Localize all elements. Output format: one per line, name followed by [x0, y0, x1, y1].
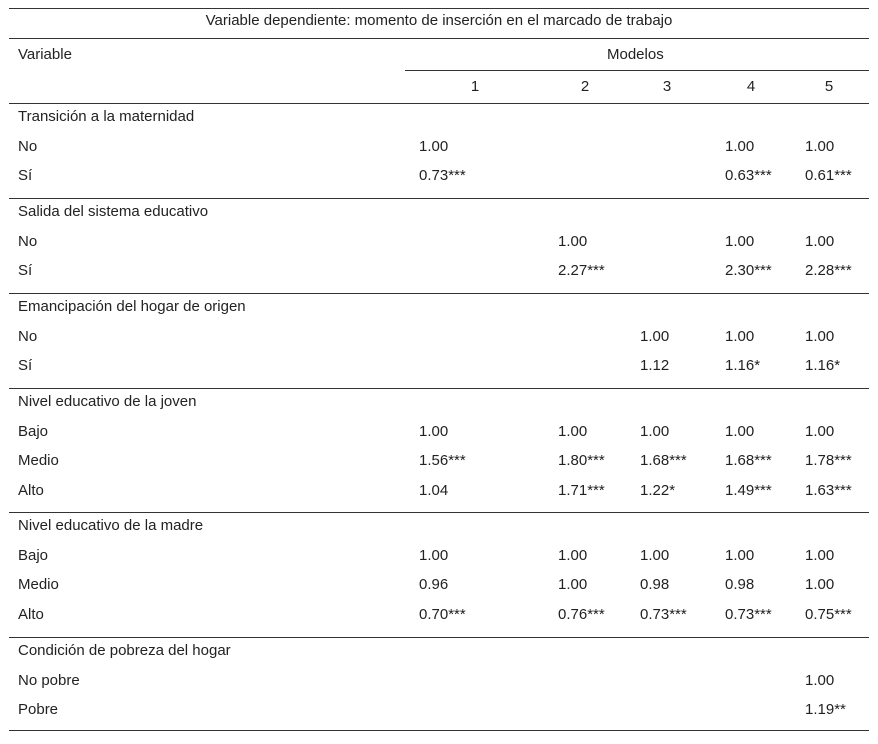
table-title: Variable dependiente: momento de inserción en el marcado de trabajo: [205, 12, 673, 29]
table-cell-model-3: 1.00: [640, 546, 670, 564]
models-header-rule: [405, 70, 869, 71]
table-cell-model-4: 1.00: [725, 546, 755, 564]
section-label: Transición a la maternidad: [18, 108, 195, 125]
table-cell-model-5: 1.00: [805, 576, 835, 593]
table-cell-model-1: 1.00: [419, 137, 449, 155]
table-cell-model-2: 1.00: [558, 232, 588, 250]
table-cell-model-2: 1.80***: [558, 452, 605, 469]
table-cell-model-1: 1.00: [419, 422, 449, 440]
header-rule: [9, 103, 869, 104]
table-cell-model-5: 1.19**: [805, 701, 846, 718]
section-label: Salida del sistema educativo: [18, 203, 209, 220]
table-cell-model-4: 0.73***: [725, 605, 772, 623]
row-label: Bajo: [18, 422, 49, 440]
table-cell-model-4: 1.00: [725, 422, 755, 440]
section-label: Nivel educativo de la joven: [18, 393, 197, 410]
section-rule: [9, 198, 869, 199]
table-cell-model-4: 1.00: [725, 137, 755, 155]
row-label: Sí: [18, 167, 33, 184]
model-number-5: 5: [824, 78, 834, 95]
table-cell-model-5: 1.00: [805, 137, 835, 155]
section-rule: [9, 388, 869, 389]
table-cell-model-5: 1.00: [805, 422, 835, 440]
table-cell-model-5: 1.00: [805, 546, 835, 564]
table-cell-model-2: 2.27***: [558, 262, 605, 279]
row-label: Medio: [18, 452, 59, 469]
table-cell-model-2: 1.00: [558, 576, 588, 593]
table-cell-model-1: 1.00: [419, 546, 449, 564]
table-cell-model-2: 1.00: [558, 546, 588, 564]
table-cell-model-1: 0.70***: [419, 605, 466, 623]
table-cell-model-1: 0.96: [419, 576, 449, 593]
table-cell-model-4: 1.00: [725, 327, 755, 345]
table-cell-model-5: 2.28***: [805, 262, 852, 279]
table-cell-model-1: 1.56***: [419, 452, 466, 469]
table-cell-model-4: 0.98: [725, 576, 755, 593]
table-cell-model-3: 0.73***: [640, 605, 687, 623]
table-cell-model-3: 0.98: [640, 576, 670, 593]
section-rule: [9, 293, 869, 294]
table-cell-model-4: 0.63***: [725, 167, 772, 184]
model-number-1: 1: [470, 78, 480, 95]
row-label: Bajo: [18, 546, 49, 564]
table-cell-model-2: 1.00: [558, 422, 588, 440]
table-cell-model-4: 1.00: [725, 232, 755, 250]
models-header: Modelos: [607, 46, 664, 63]
section-label: Nivel educativo de la madre: [18, 517, 204, 534]
table-cell-model-5: 1.00: [805, 327, 835, 345]
section-rule: [9, 512, 869, 513]
row-label: No: [18, 137, 38, 155]
table-cell-model-3: 1.00: [640, 422, 670, 440]
row-label: Pobre: [18, 701, 59, 718]
row-label: Alto: [18, 605, 44, 623]
section-rule: [9, 637, 869, 638]
table-cell-model-3: 1.22*: [640, 481, 676, 499]
table-cell-model-3: 1.12: [640, 357, 670, 374]
table-cell-model-5: 1.78***: [805, 452, 852, 469]
variable-header: Variable: [18, 46, 72, 63]
table-cell-model-1: 0.73***: [419, 167, 466, 184]
row-label: Sí: [18, 357, 33, 374]
title-rule: [9, 38, 869, 39]
table-cell-model-5: 1.00: [805, 232, 835, 250]
row-label: Medio: [18, 576, 59, 593]
table-cell-model-4: 1.49***: [725, 481, 772, 499]
table-cell-model-4: 1.68***: [725, 452, 772, 469]
table-cell-model-1: 1.04: [419, 481, 449, 499]
row-label: No: [18, 232, 38, 250]
table-cell-model-4: 1.16*: [725, 357, 761, 374]
table-cell-model-5: 1.00: [805, 671, 835, 689]
table-cell-model-5: 0.61***: [805, 167, 852, 184]
table-cell-model-5: 1.16*: [805, 357, 841, 374]
section-label: Emancipación del hogar de origen: [18, 298, 246, 315]
row-label: Sí: [18, 262, 33, 279]
table-cell-model-5: 0.75***: [805, 605, 852, 623]
table-top-rule: [9, 8, 869, 9]
table-cell-model-3: 1.68***: [640, 452, 687, 469]
table-cell-model-3: 1.00: [640, 327, 670, 345]
model-number-4: 4: [746, 78, 756, 95]
table-cell-model-4: 2.30***: [725, 262, 772, 279]
model-number-2: 2: [580, 78, 590, 95]
row-label: No: [18, 327, 38, 345]
table-cell-model-2: 1.71***: [558, 481, 605, 499]
table-cell-model-5: 1.63***: [805, 481, 852, 499]
model-number-3: 3: [662, 78, 672, 95]
row-label: No pobre: [18, 671, 80, 689]
section-label: Condición de pobreza del hogar: [18, 642, 231, 659]
section-rule: [9, 730, 869, 731]
row-label: Alto: [18, 481, 44, 499]
table-cell-model-2: 0.76***: [558, 605, 605, 623]
